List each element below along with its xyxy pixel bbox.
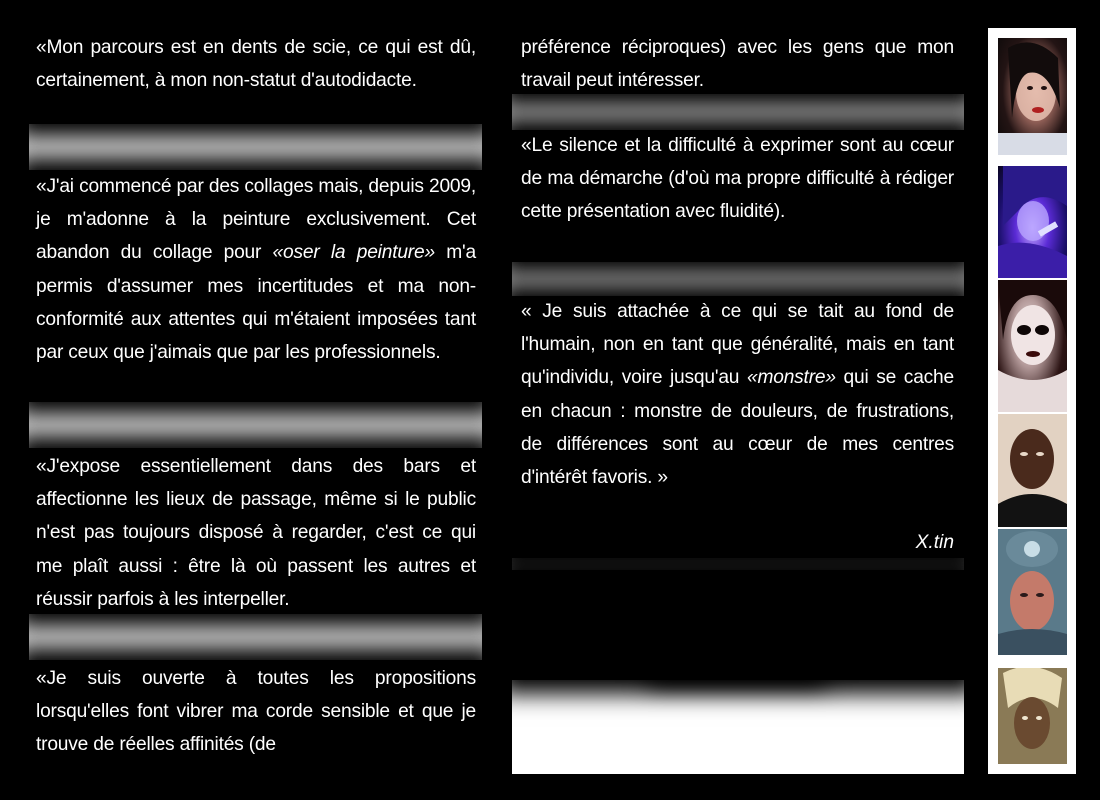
paragraph-reciproques: préférence réciproques) avec les gens que mon travail peut intéresser. <box>521 37 954 92</box>
portrait-woman-sepia-image <box>998 668 1067 764</box>
paragraph-silence: «Le silence et la difficulté à exprimer sont au cœur de ma démarche (d'où ma propre difficulté à rédiger cette présentation avec fluidité). <box>521 135 954 223</box>
fade-block <box>662 630 812 670</box>
paragraph-expose: «J'expose essentiellement dans des bars et affectionne les lieux de passage, même si le public n'est pas toujours disposé à regarder, c'est ce qui me plaît aussi : être là où passent les autres et réussir parfois à les interpeller. <box>36 456 476 610</box>
right-text-column <box>512 30 964 774</box>
signature: X.tin <box>915 532 954 553</box>
portrait-singer-blue-image <box>998 166 1067 278</box>
left-text-column <box>29 30 482 774</box>
portrait-man-image <box>998 414 1067 527</box>
portrait-gothic-makeup-image <box>998 280 1067 412</box>
paragraph-monstre: « Je suis attachée à ce qui se tait au fond de l'humain, non en tant que généralité, mais en tant qu'individu, voire jusqu'au «monstre» qui se cache en chacun : monstre de douleurs, de frustrations, de différences sont au cœur de mes centres d'intérêt favoris. » <box>521 301 954 489</box>
paragraph-collages: «J'ai commencé par des collages mais, depuis 2009, je m'adonne à la peinture exclusivement. Cet abandon du collage pour «oser la peinture» m'a permis d'assumer mes incertitudes et ma non-conformité aux attentes qui m'étaient imposées tant par ceux que j'aimais que par les professionnels. <box>36 176 476 364</box>
portrait-woman-pale-image <box>998 38 1067 155</box>
portrait-film-strip <box>988 28 1076 774</box>
paragraph-propositions: «Je suis ouverte à toutes les propositions lorsqu'elles font vibrer ma corde sensible et que je trouve de réelles affinités (de <box>36 668 476 756</box>
portrait-diver-helmet-image <box>998 529 1067 655</box>
paragraph-parcours: «Mon parcours est en dents de scie, ce qui est dû, certainement, à mon non-statut d'autodidacte. <box>36 37 476 92</box>
